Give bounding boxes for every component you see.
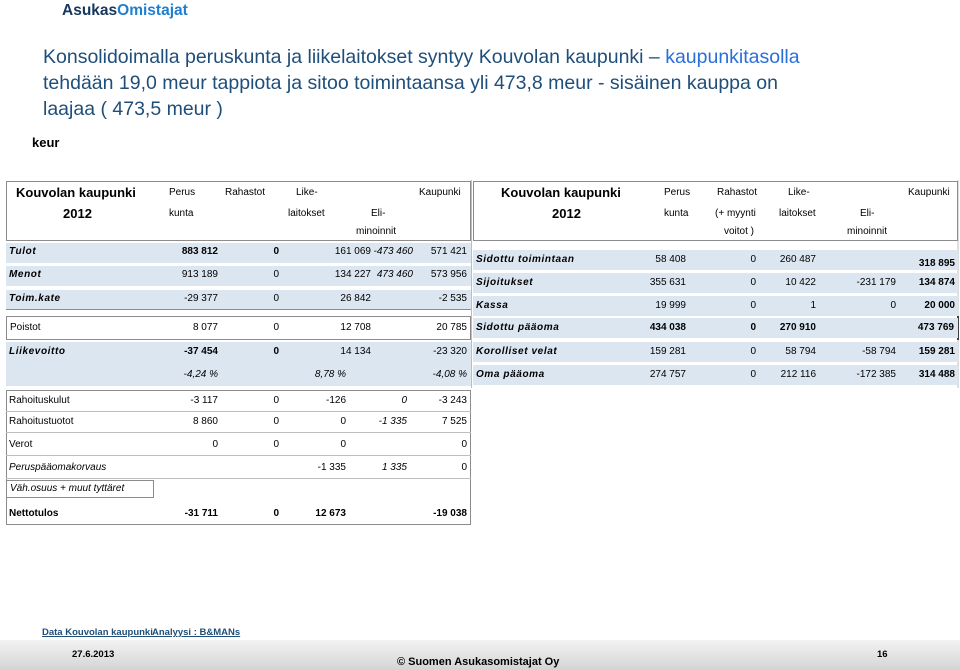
left-col-eli: Eli- xyxy=(371,208,386,219)
right-col-laitokset: laitokset xyxy=(779,208,816,219)
left-col-kunta: kunta xyxy=(169,208,194,219)
table-row: Verot 0 0 0 0 xyxy=(6,436,471,456)
right-col-rahastot: Rahastot xyxy=(717,187,758,198)
table-row: Menot 913 189 0 134 227 473 460 573 956 xyxy=(6,266,471,286)
right-col-minoinnit: minoinnit xyxy=(847,226,888,237)
left-col-rahastot: Rahastot xyxy=(225,187,266,198)
title-line-1: Konsolidoimalla peruskunta ja liikelaitokset syntyy Kouvolan kaupunki – kaupunkitasolla xyxy=(43,46,800,68)
brand-logo: AsukasOmistajat xyxy=(62,2,188,19)
right-col-voitot: voitot ) xyxy=(724,226,755,237)
right-col-kaupunki: Kaupunki xyxy=(908,187,950,198)
left-col-like: Like- xyxy=(296,187,318,198)
left-col-perus: Perus xyxy=(169,187,196,198)
left-year: 2012 xyxy=(63,206,92,221)
table-row: Sidottu pääoma 434 038 0 270 910 473 769 xyxy=(473,318,958,338)
right-col-like: Like- xyxy=(788,187,810,198)
table-row: Sijoitukset 355 631 0 10 422 -231 179 134 874 xyxy=(473,273,958,293)
right-col-myynti: (+ myynti xyxy=(715,208,756,219)
footer-analysis: Analyysi : B&MANs xyxy=(152,627,241,638)
table-row: Liikevoitto -37 454 0 14 134 -23 320 xyxy=(6,342,471,364)
table-row: Tulot 883 812 0 161 069 -473 460 571 421 xyxy=(6,243,471,263)
table-row: Korolliset velat 159 281 0 58 794 -58 794 159 281 xyxy=(473,342,958,362)
table-row: Oma pääoma 274 757 0 212 116 -172 385 314 488 xyxy=(473,365,958,385)
left-table-header xyxy=(6,181,471,241)
footer-page-number: 16 xyxy=(877,649,888,660)
footer-source: Data Kouvolan kaupunki xyxy=(42,627,153,638)
table-row: Rahoitustuotot 8 860 0 0 -1 335 7 525 xyxy=(6,413,471,433)
table-row: Kassa 19 999 0 1 0 20 000 xyxy=(473,296,958,316)
left-col-kaupunki: Kaupunki xyxy=(419,187,461,198)
right-table-header xyxy=(473,181,958,241)
right-entity-name: Kouvolan kaupunki xyxy=(501,185,621,200)
right-col-perus: Perus xyxy=(664,187,691,198)
title-line-2: tehdään 19,0 meur tappiota ja sitoo toimintaansa yli 473,8 meur - sisäinen kauppa on xyxy=(43,72,778,94)
title-line-3: laajaa ( 473,5 meur ) xyxy=(43,98,223,120)
footer-date: 27.6.2013 xyxy=(72,649,115,660)
right-year: 2012 xyxy=(552,206,581,221)
unit-label: keur xyxy=(32,135,60,150)
table-row: -4,24 % 8,78 % -4,08 % xyxy=(6,364,471,386)
table-row: Toim.kate -29 377 0 26 842 -2 535 xyxy=(6,290,471,310)
table-row: Rahoituskulut -3 117 0 -126 0 -3 243 xyxy=(6,392,471,412)
left-col-minoinnit: minoinnit xyxy=(356,226,397,237)
table-row: Poistot 8 077 0 12 708 20 785 xyxy=(6,316,471,340)
table-row: Peruspääomakorvaus -1 335 1 335 0 xyxy=(6,459,471,479)
left-entity-name: Kouvolan kaupunki xyxy=(16,185,136,200)
right-col-eli: Eli- xyxy=(860,208,875,219)
right-col-kunta: kunta xyxy=(664,208,689,219)
footer-copyright: © Suomen Asukasomistajat Oy xyxy=(397,656,560,668)
table-row: Väh.osuus + muut tyttäret xyxy=(6,480,154,498)
left-col-laitokset: laitokset xyxy=(288,208,325,219)
table-row: Nettotulos -31 711 0 12 673 -19 038 xyxy=(9,508,467,519)
table-row: Sidottu toimintaan 58 408 0 260 487 318 895 xyxy=(473,250,958,270)
